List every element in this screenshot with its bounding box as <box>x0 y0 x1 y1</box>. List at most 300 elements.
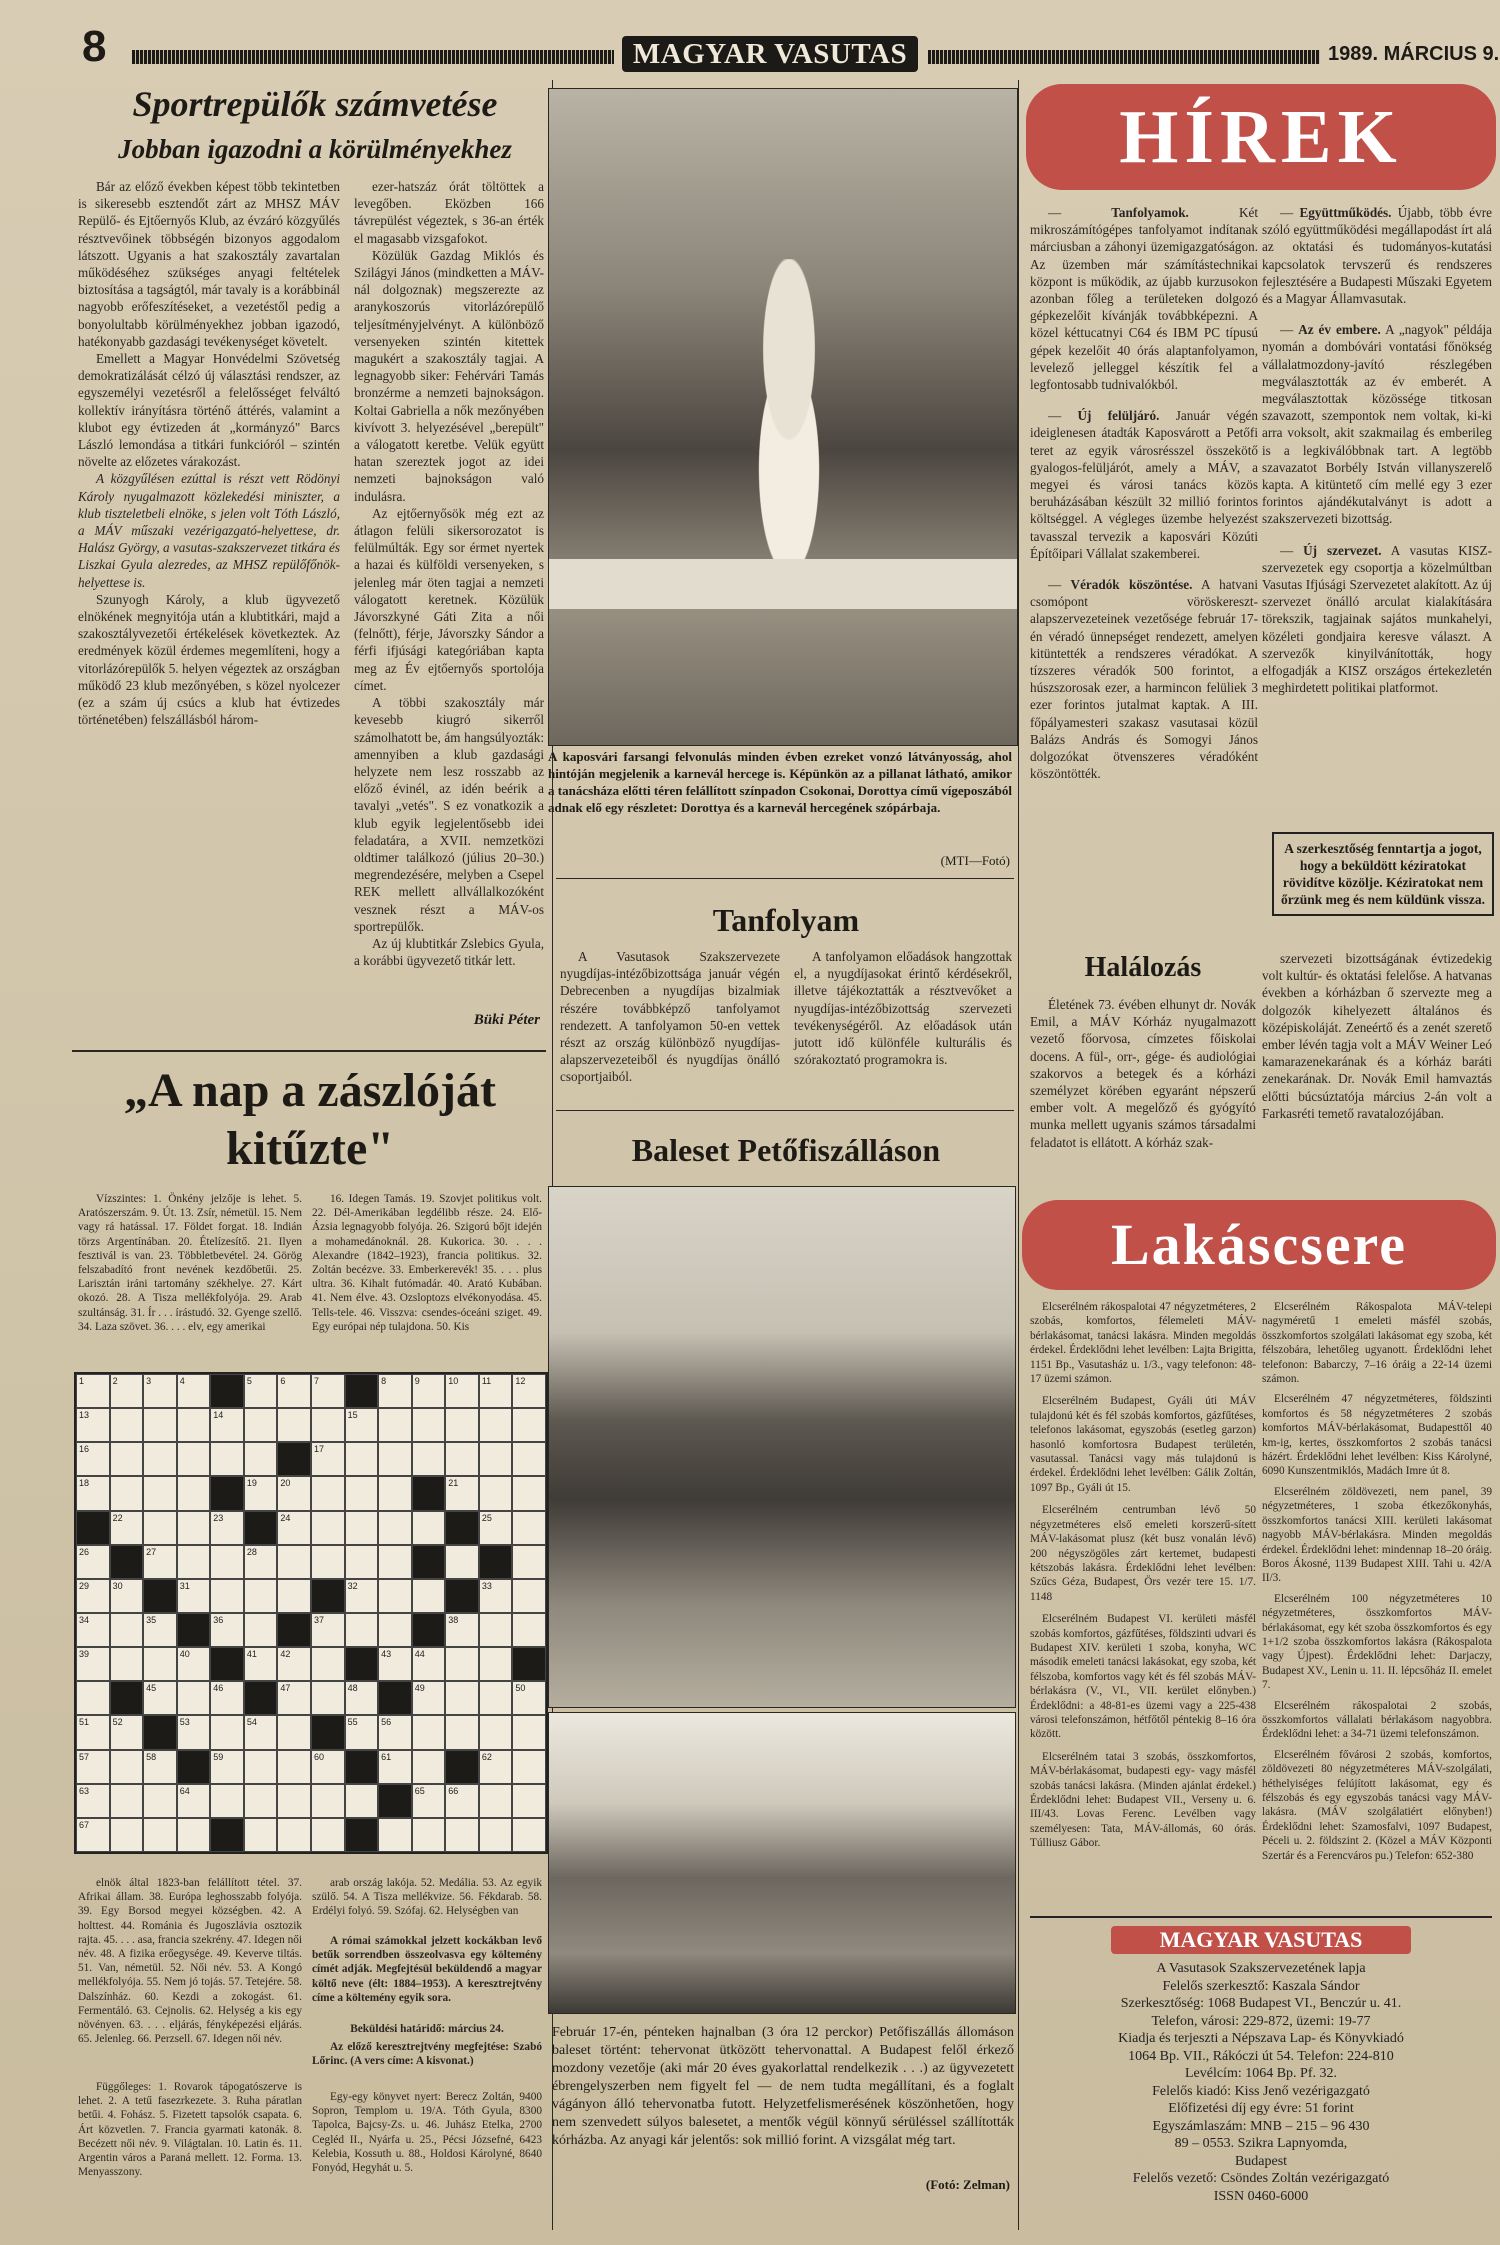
crossword-cell[interactable] <box>244 1784 278 1818</box>
crossword-black-cell <box>378 1681 412 1715</box>
crossword-black-cell <box>244 1681 278 1715</box>
crossword-cell[interactable] <box>143 1476 177 1510</box>
crossword-cell[interactable] <box>311 1476 345 1510</box>
crossword-cell-number: 25 <box>481 1512 492 1523</box>
crossword-cell[interactable] <box>378 1647 412 1681</box>
tanfolyam-paragraph: A Vasutasok Szakszervezete nyugdíjas-intézőbizottsága január végén Debrecenben a nyugdíjas bizalmiak részére továbbképző tanfolyamot rendezett. A tanfolyamon 50-en vettek részt az ország különböző nyugdíjas-alapszervezeteiből és nyugdíjas önálló csoportjaiból. <box>560 949 780 1085</box>
crossword-cell[interactable] <box>479 1818 513 1852</box>
housing-ad: Elcserélném 47 négyzetméteres, földszinti komfortos és 58 négyzetméteres 2 szobás komfortos MÁV-bérlakásomat, Budapesttől 40 km-ig, kertes, összkomfortos 2 szobás tanácsi házért. Érdeklődni lehet levélben: Kiss Károlyné, 6090 Kunszentmiklós, Madách Imre út 8. <box>1262 1393 1492 1478</box>
crossword-cell[interactable] <box>177 1545 211 1579</box>
crossword-cell[interactable] <box>311 1511 345 1545</box>
housing-ad: Elcserélném centrumban lévő 50 négyzetméteres első emeleti korszerű-sített MÁV-lakásomat plusz (két busz vonalán lévő) 200 négyszögöles zárt kertemet, budapesti kétszobás lakásra. Érdeklődni lehet levélben: Szűcs Géza, Budapest, Örs vezér tere 15. 1/7. 1148 <box>1030 1504 1256 1603</box>
crossword-cell[interactable] <box>479 1681 513 1715</box>
crossword-cell[interactable] <box>143 1545 177 1579</box>
crossword-cell[interactable] <box>445 1613 479 1647</box>
impressum-line: 1064 Bp. VII., Rákóczi út 54. Telefon: 224-810 <box>1128 2048 1394 2064</box>
crossword-cell[interactable] <box>412 1408 446 1442</box>
sport-paragraph: A közgyűlésen ezúttal is részt vett Rödönyi Károly nyugalmazott közlekedési miniszter, a klub tiszteletbeli elnöke, s jelen volt Tóth László, a MÁV műszaki vezérigazgató-helyettese, dr. Halász György, a vasutas-szakszervezet titkára és Liszkai Gyula alezredes, az MHSZ repülőfőnök-helyettese is. <box>78 471 340 590</box>
crossword-cell[interactable] <box>177 1681 211 1715</box>
masthead-title <box>622 36 918 72</box>
crossword-cell-number: 27 <box>146 1546 157 1557</box>
crossword-cell[interactable] <box>277 1579 311 1613</box>
crossword-cell[interactable] <box>479 1408 513 1442</box>
crossword-cell[interactable] <box>311 1681 345 1715</box>
crossword-cell-number: 12 <box>515 1376 526 1386</box>
crossword-cell[interactable] <box>311 1613 345 1647</box>
crossword-cell[interactable] <box>244 1715 278 1749</box>
news-item-title: Véradók köszöntése. <box>1070 577 1193 593</box>
crossword-cell[interactable] <box>479 1511 513 1545</box>
crossword-cell[interactable] <box>445 1545 479 1579</box>
crossword-cell[interactable] <box>110 1442 144 1476</box>
crossword-cell-number: 59 <box>213 1751 224 1762</box>
crossword-cell-number: 36 <box>213 1614 224 1625</box>
crossword-cell[interactable] <box>412 1750 446 1784</box>
crossword-cell[interactable] <box>110 1408 144 1442</box>
crossword-cell[interactable] <box>345 1784 379 1818</box>
crossword-cell[interactable] <box>311 1818 345 1852</box>
crossword-black-cell <box>244 1511 278 1545</box>
impressum-line: Telefon, városi: 229-872, üzemi: 19-77 <box>1151 2013 1371 2029</box>
crossword-cell-number: 48 <box>347 1683 358 1694</box>
crossword-cell[interactable] <box>479 1647 513 1681</box>
crossword-cell[interactable] <box>277 1647 311 1681</box>
news-item-text: A „nagyok" példája nyomán a dombóvári vontatási főnökség vállalatmozdony-javító részlegében megválasztották az év emberét. A megválasztottak közössége titkosan szavazott, szempontok nem voltak, ki-ki arra voksolt, akit szakmailag és emberileg is a legkiválóbbnak tart. A legtöbb szavazatot Borbély István villanyszerelő kapta. A kitüntető cím mellé egy 3 ezer forintos ajándékutalványt is adott a szakszervezeti bizottság. <box>1262 322 1492 527</box>
divider <box>72 1050 546 1052</box>
crossword-cell[interactable] <box>512 1511 546 1545</box>
crossword-black-cell <box>177 1613 211 1647</box>
clue-text: Vízszintes: 1. Önkény jelzője is lehet. 5. Aratószerszám. 9. Út. 13. Zsír, németül. 15. Nem vagy rá hatással. 17. Földet forgat. 18. Indián törzs Argentínában. 20. Ételízesítő. 21. Ilyen fesztivál is van. 23. Többletbevétel. 24. Görög felszabadító front nevének kezdőbetűi. 25. Larisztán iráni tartomány székhelye. 27. Kárt okozó. 28. A Tisza mellékfolyója. 29. Arab szultánság. 31. Ír . . . írástudó. 32. Gyenge szellő. 34. Laza szövet. 36. . . . elv, egy amerikai <box>78 1193 302 1333</box>
crossword-cell[interactable] <box>412 1579 446 1613</box>
crossword-cell[interactable] <box>345 1476 379 1510</box>
crossword-cell[interactable] <box>445 1442 479 1476</box>
crossword-cell[interactable] <box>76 1647 110 1681</box>
crossword-cell-number: 44 <box>414 1649 425 1660</box>
issue-date: 1989. MÁRCIUS 9. <box>1328 43 1500 65</box>
crossword-cell[interactable] <box>110 1750 144 1784</box>
crossword-cell[interactable] <box>210 1511 244 1545</box>
crossword-cell[interactable] <box>445 1715 479 1749</box>
baleset-caption: Február 17-én, pénteken hajnalban (3 óra 12 perckor) Petőfiszállás állomáson baleset történt: tehervonat ütközött tehervonattal. A Budapest felől érkező mozdony vezetője (aki már 20 éves gyakorlattal rendelkezik . . .) az ügyvezetett ébrengelyszerben nem figyelt fel — de nem tudta megállítani, és a foglalt vágányon álló tehervonatba futott. Helyzetfelismerésének köszönhetően, hogy nem szenvedett súlyos balesetet, a mentők végül könnyű sérüléssel szállították kórházba. Az anyagi kár jelentős: sok millió forint. A vizsgálat még tart. <box>552 2025 1014 2148</box>
crossword-cell-number: 52 <box>112 1717 123 1728</box>
crossword-cell[interactable] <box>143 1511 177 1545</box>
crossword-winners <box>312 2090 542 2230</box>
crossword-cell[interactable] <box>378 1408 412 1442</box>
crossword-cell[interactable] <box>177 1374 211 1408</box>
crossword-cell[interactable] <box>143 1647 177 1681</box>
crossword-cell[interactable] <box>210 1784 244 1818</box>
crossword-black-cell <box>412 1545 446 1579</box>
crossword-cell[interactable] <box>76 1784 110 1818</box>
baleset-photo-credit: (Fotó: Zelman) <box>925 2177 1010 2192</box>
crossword-cell-number: 1 <box>79 1376 85 1386</box>
crossword-cell-number: 19 <box>246 1478 257 1489</box>
crossword-cell[interactable] <box>445 1647 479 1681</box>
crossword-previous-solution <box>312 2040 542 2068</box>
crossword-black-cell <box>378 1784 412 1818</box>
crossword-cell-number: 53 <box>179 1717 190 1728</box>
train-accident-photo-1 <box>548 1186 1016 1708</box>
crossword-cell-number: 21 <box>448 1478 459 1489</box>
crossword-grid[interactable] <box>74 1372 548 1854</box>
crossword-cell[interactable] <box>244 1579 278 1613</box>
crossword-cell[interactable] <box>345 1442 379 1476</box>
crossword-cell[interactable] <box>345 1579 379 1613</box>
impressum-line: Szerkesztőség: 1068 Budapest VI., Benczúr u. 41. <box>1120 1996 1402 2011</box>
crossword-cell-number: 67 <box>79 1819 90 1830</box>
hirek-column-1 <box>1030 204 1258 974</box>
news-item-title: Új szervezet. <box>1303 542 1382 558</box>
crossword-cell[interactable] <box>110 1511 144 1545</box>
crossword-cell[interactable] <box>412 1511 446 1545</box>
crossword-cell[interactable] <box>479 1579 513 1613</box>
crossword-cell[interactable] <box>110 1647 144 1681</box>
crossword-cell[interactable] <box>479 1715 513 1749</box>
crossword-cell[interactable] <box>479 1784 513 1818</box>
crossword-cell[interactable] <box>512 1784 546 1818</box>
crossword-cell-number: 34 <box>79 1614 90 1625</box>
crossword-cell[interactable] <box>110 1613 144 1647</box>
crossword-cell[interactable] <box>479 1374 513 1408</box>
crossword-cell-number: 45 <box>146 1683 157 1694</box>
crossword-cell[interactable] <box>177 1818 211 1852</box>
crossword-cell-number: 63 <box>79 1785 90 1796</box>
crossword-cell-number: 50 <box>515 1683 526 1694</box>
crossword-cell[interactable] <box>143 1681 177 1715</box>
crossword-cell[interactable] <box>244 1818 278 1852</box>
crossword-cell[interactable] <box>110 1818 144 1852</box>
crossword-cell-number: 20 <box>280 1478 291 1489</box>
housing-ad: Elcserélném 100 négyzetméteres 10 négyzetméteres, összkomfortos MÁV-bérlakásomat, egy két szoba összkomfortos és egy 1+1/2 szoba összkomfortos lakásra (Rákospalota vagy Újpest). Érdeklődni lehet: Darjaczy, Budapest XV., Lenin u. 11. II. lépcsőház II. emelet 7. <box>1262 1592 1492 1692</box>
impressum-line: Levélcím: 1064 Bp. Pf. 32. <box>1184 2066 1338 2081</box>
crossword-black-cell <box>445 1579 479 1613</box>
crossword-cell[interactable] <box>76 1476 110 1510</box>
impressum-line: ISSN 0460-6000 <box>1213 2188 1309 2204</box>
crossword-cell-number: 41 <box>246 1649 257 1660</box>
crossword-cell[interactable] <box>512 1408 546 1442</box>
crossword-cell[interactable] <box>76 1545 110 1579</box>
crossword-cell-number: 24 <box>280 1512 291 1523</box>
crossword-cell[interactable] <box>512 1715 546 1749</box>
crossword-cell[interactable] <box>210 1613 244 1647</box>
crossword-black-cell <box>210 1818 244 1852</box>
crossword-cell[interactable] <box>210 1715 244 1749</box>
baleset-headline: Baleset Petőfiszálláson <box>631 1132 941 1168</box>
crossword-cell[interactable] <box>378 1476 412 1510</box>
crossword-cell[interactable] <box>512 1545 546 1579</box>
divider <box>556 878 1014 879</box>
crossword-cell[interactable] <box>345 1681 379 1715</box>
news-item-title: Az év embere. <box>1298 322 1381 338</box>
crossword-cell-number: 29 <box>79 1580 90 1591</box>
crossword-cell[interactable] <box>345 1715 379 1749</box>
crossword-cell[interactable] <box>244 1476 278 1510</box>
masthead-rule-right <box>928 50 1320 64</box>
crossword-cell[interactable] <box>378 1613 412 1647</box>
crossword-cell[interactable] <box>210 1408 244 1442</box>
crossword-cell[interactable] <box>110 1476 144 1510</box>
crossword-cell[interactable] <box>512 1750 546 1784</box>
lakascsere-banner-text: Lakáscsere <box>1110 1212 1407 1277</box>
halalozas-column-1 <box>1030 996 1256 1192</box>
impressum-line: Felelős kiadó: Kiss Jenő vezérigazgató <box>1152 2083 1370 2099</box>
crossword-cell[interactable] <box>177 1511 211 1545</box>
crossword-cell[interactable] <box>512 1681 546 1715</box>
crossword-black-cell <box>311 1715 345 1749</box>
hirek-banner-text: HÍREK <box>1119 95 1403 179</box>
crossword-cell[interactable] <box>277 1750 311 1784</box>
crossword-cell[interactable] <box>177 1715 211 1749</box>
crossword-cell[interactable] <box>76 1750 110 1784</box>
crossword-cell[interactable] <box>311 1750 345 1784</box>
lakascsere-column-2 <box>1262 1300 1492 1912</box>
crossword-cell-number: 43 <box>381 1649 392 1660</box>
sport-paragraph: ezer-hatszáz órát töltöttek a levegőben. Eközben 166 távrepülést végeztek, s 36-an érték el magasabb vizsgafokot. <box>354 179 544 246</box>
crossword-black-cell <box>110 1681 144 1715</box>
crossword-cell[interactable] <box>512 1442 546 1476</box>
column-divider <box>1018 80 1019 2230</box>
crossword-cell-number: 31 <box>179 1580 190 1591</box>
news-item-text: A vasutas KISZ-szervezetek egy csoportja a közelmúltban Vasutas Ifjúsági Szervezetet alakított. Az új szervezet önálló arculat kialakítására törekszik, tagjainak sajátos munkahelyi, közéleti gondjaira keresve választ. A szervezők kinyilvánították, hogy elfogadják a KISZ országos értekezletén meghirdetett politikai platformot. <box>1262 542 1492 696</box>
crossword-cell[interactable] <box>244 1750 278 1784</box>
crossword-cell[interactable] <box>143 1408 177 1442</box>
news-item: — Új szervezet. A vasutas KISZ-szervezetek egy csoportja a közelmúltban Vasutas Ifjúsági Szervezetet alakított. Az új szervezet önálló arculat kialakítására törekszik, tagjainak sajátos munkahelyi, közéleti gondjaira keresve választ. A szervezők kinyilvánították, hogy elfogadják a KISZ országos értekezletén meghirdetett politikai platformot. <box>1262 542 1492 696</box>
crossword-cell[interactable] <box>311 1442 345 1476</box>
clue-text: elnök által 1823-ban felállított tétel. 37. Afrikai állam. 38. Európa leghosszabb folyója. 39. Egy Borsod megyei községben. 42. A holttest. 44. Románia és Jugoszlávia osztozik rajta. 45. . . . asa, francia szekrény. 47. Idegen női név. 48. A fizika erőegysége. 49. Keverve tiltás. 51. Van, németül. 52. Női név. 53. A Kongó mellékfolyója. 55. Nem jó tojás. 57. Tetejére. 58. Dalszínház. 60. Kezdi a zokogást. 61. Fermentáló. 63. Cejnolis. 62. Helység a kis egy növényen. 63. . . . eljárás, fényképezési eljárás. 65. Jelenleg. 66. Perzsell. 67. Idegen női név. <box>78 1877 302 2046</box>
crossword-cell[interactable] <box>177 1784 211 1818</box>
crossword-clues-bottom-left <box>78 1876 302 2096</box>
crossword-cell[interactable] <box>143 1374 177 1408</box>
crossword-cell-number: 10 <box>448 1376 459 1386</box>
crossword-cell[interactable] <box>244 1442 278 1476</box>
crossword-cell[interactable] <box>345 1511 379 1545</box>
crossword-cell[interactable] <box>378 1750 412 1784</box>
crossword-cell-number: 56 <box>381 1717 392 1728</box>
crossword-cell-number: 35 <box>146 1614 157 1625</box>
crossword-cell[interactable] <box>210 1681 244 1715</box>
crossword-cell[interactable] <box>76 1408 110 1442</box>
crossword-cell[interactable] <box>177 1476 211 1510</box>
crossword-cell[interactable] <box>445 1374 479 1408</box>
crossword-cell[interactable] <box>76 1442 110 1476</box>
crossword-cell[interactable] <box>210 1545 244 1579</box>
crossword-cell[interactable] <box>378 1715 412 1749</box>
crossword-black-cell <box>277 1613 311 1647</box>
crossword-cell[interactable] <box>210 1442 244 1476</box>
crossword-cell[interactable] <box>110 1715 144 1749</box>
crossword-cell[interactable] <box>479 1476 513 1510</box>
impressum-text <box>1030 1960 1492 2205</box>
crossword-cell[interactable] <box>512 1818 546 1852</box>
crossword-cell[interactable] <box>277 1545 311 1579</box>
crossword-cell[interactable] <box>311 1374 345 1408</box>
crossword-cell-number: 42 <box>280 1649 291 1660</box>
crossword-black-cell <box>445 1750 479 1784</box>
crossword-cell[interactable] <box>244 1545 278 1579</box>
halalozas-headline: Halálozás <box>1084 952 1202 983</box>
crossword-cell[interactable] <box>277 1408 311 1442</box>
crossword-cell[interactable] <box>76 1818 110 1852</box>
crossword-cell[interactable] <box>311 1784 345 1818</box>
divider <box>556 1110 1014 1111</box>
crossword-cell[interactable] <box>143 1613 177 1647</box>
crossword-cell[interactable] <box>479 1442 513 1476</box>
crossword-cell-number: 57 <box>79 1751 90 1762</box>
crossword-cell[interactable] <box>412 1818 446 1852</box>
crossword-cell[interactable] <box>210 1750 244 1784</box>
crossword-clues-top-right <box>312 1192 542 1352</box>
impressum-line: Előfizetési díj egy évre: 51 forint <box>1168 2101 1354 2116</box>
crossword-cell[interactable] <box>345 1613 379 1647</box>
winners-text: Egy-egy könyvet nyert: Berecz Zoltán, 9400 Sopron, Templom u. 19/A. Tóth Gyula, 8300 Tapolca, Bajcsy-Zs. u. 46. Juhász Etelka, 2700 Cegléd II., Nyárfa u. 25., Pécsi Józsefné, 6423 Kelebia, Kossuth u. 88., Holdosi Károlyné, 8640 Fonyód, Hegyhát u. 5. <box>312 2091 542 2175</box>
sport-paragraph: Bár az előző években képest több tekintetben is sikeresebb esztendőt zárt az MHSZ MÁV Repülő- és Ejtőernyős Klub, az évzáró közgyűlés résztvevőinek többségén bizonyos aggodalom látszott. Ugyanis a hat szakosztály zavartalan működéséhez szükséges anyagi feltételek biztosítása a tagságtól, már tavaly is a korábbinál nagyobb erőfeszítéseket, a vezetéstől pedig a bonyolultabb körülményekhez jobban igazodó, hatékonyabb gazdasági tevékenységet követelt. <box>78 179 340 349</box>
clue-text: arab ország lakója. 52. Medália. 53. Az egyik szülő. 54. A Tisza mellékvize. 56. Fékdarab. 58. Erdélyi folyó. 59. Szófaj. 62. Helységben van <box>312 1877 542 1918</box>
crossword-cell-number: 40 <box>179 1649 190 1660</box>
crossword-cell[interactable] <box>479 1750 513 1784</box>
impressum-line: Felelős vezető: Csöndes Zoltán vezérigazgató <box>1132 2171 1390 2186</box>
crossword-cell-number: 5 <box>246 1376 252 1386</box>
crossword-cell[interactable] <box>445 1784 479 1818</box>
impressum-logo-text: MAGYAR VASUTAS <box>1159 1927 1363 1952</box>
crossword-cell[interactable] <box>277 1681 311 1715</box>
crossword-cell-number: 4 <box>179 1376 185 1386</box>
crossword-cell[interactable] <box>277 1818 311 1852</box>
crossword-cell[interactable] <box>277 1784 311 1818</box>
news-item-text: Január végén ideiglenesen átadták Kaposvárott a Petőfi teret az egyik városrésszel összekötő gyalogos-felüljárót, amely a MÁV, a megyei és városi tanács közös beruházásában készült 32 millió forintos költséggel. A végleges üzembe helyezést tavasszal tervezik a kaposvári Közúti Építőipari Vállalat szakemberei. <box>1030 408 1258 561</box>
crossword-cell[interactable] <box>412 1715 446 1749</box>
crossword-cell[interactable] <box>412 1647 446 1681</box>
crossword-cell[interactable] <box>378 1511 412 1545</box>
sport-column-1 <box>78 178 340 1040</box>
crossword-cell[interactable] <box>345 1408 379 1442</box>
train-accident-photo-2 <box>548 1712 1016 2014</box>
crossword-black-cell <box>345 1750 379 1784</box>
crossword-cell[interactable] <box>76 1681 110 1715</box>
crossword-cell-number: 28 <box>246 1546 257 1557</box>
crossword-cell[interactable] <box>143 1442 177 1476</box>
news-item: — Az év embere. A „nagyok" példája nyomán a dombóvári vontatási főnökség vállalatmozdony-javító részlegében megválasztották az év emberét. A megválasztottak közössége titkosan szavazott, szempontok nem voltak, ki-ki arra voksolt, akit szakmailag és emberileg is a legkiválóbbnak tart. A legtöbb szavazatot Borbély István villanyszerelő kapta. A kitüntető cím mellé egy 3 ezer forintos ajándékutalványt is adott a szakszervezeti bizottság. <box>1262 322 1492 527</box>
crossword-cell[interactable] <box>512 1613 546 1647</box>
housing-ad: Elcserélném rákospalotai 2 szobás, összkomfortos vállalati bérlakásom nagyobbra. Érdeklődni lehet: a 34-71 üzemi telefonszámon. <box>1262 1699 1492 1741</box>
crossword-cell[interactable] <box>445 1681 479 1715</box>
crossword-cell[interactable] <box>143 1818 177 1852</box>
crossword-cell[interactable] <box>445 1408 479 1442</box>
crossword-cell[interactable] <box>177 1408 211 1442</box>
crossword-cell[interactable] <box>210 1579 244 1613</box>
crossword-cell[interactable] <box>177 1442 211 1476</box>
crossword-cell[interactable] <box>143 1750 177 1784</box>
crossword-cell[interactable] <box>244 1613 278 1647</box>
housing-ad: Elcserélném tatai 3 szobás, összkomfortos, MÁV-bérlakásomat, budapesti egy- vagy másfél szobás tanácsi lakásra. (Minden ajánlat érdekel.) Érdeklődni lehet: Budapest VII., Verseny u. 6. III/43. Lovas Ferenc. Levélben vagy személyesen: Tata, MÁV-állomás, 60 órás. Túlliusz Gábor. <box>1030 1750 1256 1850</box>
crossword-headline: „A nap a zászlóját kitűzte" <box>124 1064 496 1175</box>
crossword-cell[interactable] <box>378 1374 412 1408</box>
impressum-line: A Vasutasok Szakszervezetének lapja <box>1156 1961 1366 1976</box>
editorial-notice: A szerkesztőség fenntartja a jogot, hogy a beküldött kéziratokat rövidítve közölje. Kéziratokat nem őrzünk meg és nem küldünk vissza. <box>1272 832 1494 916</box>
crossword-black-cell <box>345 1818 379 1852</box>
crossword-cell[interactable] <box>143 1784 177 1818</box>
crossword-cell[interactable] <box>345 1545 379 1579</box>
page-number: 8 <box>82 22 107 71</box>
crossword-cell[interactable] <box>412 1374 446 1408</box>
crossword-cell[interactable] <box>378 1442 412 1476</box>
crossword-cell[interactable] <box>177 1579 211 1613</box>
crossword-cell[interactable] <box>244 1374 278 1408</box>
crossword-cell[interactable] <box>76 1613 110 1647</box>
sport-paragraph: Emellett a Magyar Honvédelmi Szövetség demokratizálását célzó új választási rendszer, az egyszemélyi vezetésről a felelősséget felváltó kollektív irányításra történő áttérés, valamint a klubot egy évtizeden át „kormányzó" Barcs László lemondása a titkári funkcióról – szintén növelte az előzetes várakozást. <box>78 351 340 470</box>
crossword-cell[interactable] <box>512 1476 546 1510</box>
impressum-line: 89 – 0553. Szikra Lapnyomda, <box>1174 2136 1348 2151</box>
crossword-cell[interactable] <box>378 1579 412 1613</box>
crossword-cell[interactable] <box>479 1613 513 1647</box>
crossword-cell-number: 64 <box>179 1785 190 1796</box>
crossword-cell-number: 30 <box>112 1580 123 1591</box>
crossword-cell[interactable] <box>76 1715 110 1749</box>
crossword-cell-number: 15 <box>347 1410 358 1421</box>
crossword-cell[interactable] <box>311 1647 345 1681</box>
crossword-clues-bottom-left-2 <box>78 2080 302 2230</box>
crossword-cell-number: 51 <box>79 1717 90 1728</box>
crossword-black-cell <box>345 1647 379 1681</box>
crossword-cell[interactable] <box>277 1476 311 1510</box>
crossword-cell[interactable] <box>378 1818 412 1852</box>
crossword-cell[interactable] <box>378 1545 412 1579</box>
impressum-logo <box>1111 1926 1411 1954</box>
news-item: — Tanfolyamok. Két mikroszámítógépes tanfolyamot indítanak márciusban a záhonyi üzemigazgatóságon. Az üzemben már számítástechnikai központ is működik, az újabb kurzusokon azonban főleg a területeken dolgozó gépkezelőit kívánják továbbképezni. A közel kéttucatnyi C64 és IBM PC típusú gépek kezelőit 40 órás alaptanfolyamon, levelező jelleggel készítik fel a legfontosabb tudnivalókból. <box>1030 205 1258 393</box>
hirek-column-2 <box>1262 204 1492 824</box>
crossword-cell[interactable] <box>445 1476 479 1510</box>
news-item-text: Újabb, több évre szóló együttműködési megállapodást írt alá az oktatási és tudományos-kutatási kapcsolatok tervszerű és rendszeres fejlesztésére a Budapesti Műszaki Egyetem és a Magyar Államvasutak. <box>1262 205 1492 307</box>
crossword-cell[interactable] <box>412 1442 446 1476</box>
crossword-cell[interactable] <box>277 1715 311 1749</box>
crossword-cell[interactable] <box>244 1408 278 1442</box>
crossword-cell[interactable] <box>177 1647 211 1681</box>
crossword-cell-number: 62 <box>481 1751 492 1762</box>
masthead-title-text: MAGYAR VASUTAS <box>632 38 908 70</box>
crossword-cell[interactable] <box>76 1374 110 1408</box>
crossword-cell[interactable] <box>512 1579 546 1613</box>
crossword-cell-number: 8 <box>381 1376 387 1386</box>
housing-ad: Elcserélném rákospalotai 47 négyzetméteres, 2 szobás, komfortos, félemeleti MÁV-bérlakásomat, tanácsi lakásra. Minden megoldás érdekel. Érdeklődni lehet levélben: Lajta Brigitta, 1151 Bp., Vasutasház u. 1/3., vagy telefonon: 48-17 üzemi számon. <box>1030 1301 1256 1386</box>
tanfolyam-headline: Tanfolyam <box>712 902 860 938</box>
impressum-line: Felelős szerkesztő: Kaszala Sándor <box>1162 1978 1360 1994</box>
impressum-line: Egyszámlaszám: MNB – 215 – 96 430 <box>1152 2118 1370 2134</box>
crossword-cell[interactable] <box>412 1784 446 1818</box>
crossword-cell[interactable] <box>76 1579 110 1613</box>
crossword-cell[interactable] <box>512 1374 546 1408</box>
crossword-cell[interactable] <box>277 1374 311 1408</box>
crossword-cell[interactable] <box>445 1818 479 1852</box>
crossword-cell-number: 37 <box>314 1614 325 1625</box>
crossword-cell[interactable] <box>110 1579 144 1613</box>
crossword-black-cell <box>345 1374 379 1408</box>
obituary-paragraph: szervezeti bizottságának évtizedekig volt kultúr- és oktatási felelőse. A hatvanas években a kórházban ő szervezte meg a dolgozók kihelyezett általános és középiskoláját. Zeneértő és a zenét szerető ember lévén tagja volt a MÁV Weiner Leó kamarazenekarának és a kórház baráti zenekarának. Dr. Novák Emil hamvaztás előtti búcsúztatója március 2-án volt a Farkasréti temető ravatalozójában. <box>1262 951 1492 1121</box>
crossword-black-cell <box>311 1579 345 1613</box>
crossword-cell[interactable] <box>311 1545 345 1579</box>
crossword-cell-number: 49 <box>414 1683 425 1694</box>
crossword-cell[interactable] <box>277 1511 311 1545</box>
sport-paragraph: Az új klubtitkár Zslebics Gyula, a korábbi ügyvezető titkár lett. <box>354 935 544 969</box>
crossword-cell[interactable] <box>311 1408 345 1442</box>
crossword-cell[interactable] <box>412 1681 446 1715</box>
crossword-cell[interactable] <box>110 1374 144 1408</box>
crossword-cell[interactable] <box>110 1784 144 1818</box>
crossword-cell[interactable] <box>244 1647 278 1681</box>
crossword-cell-number: 11 <box>481 1376 492 1386</box>
crossword-cell-number: 23 <box>213 1512 224 1523</box>
carnival-caption: A kaposvári farsangi felvonulás minden évben ezreket vonzó látványosság, ahol hintóján megjelenik a karnevál hercege is. Képünkön az a pillanat látható, amikor a tanácsháza előtti téren felállított színpadon Csokonai, Dorottya című vígeposzából adnak elő egy részletet: Dorottya és a karnevál hercegének szópárbaja. <box>548 749 1012 815</box>
news-item: — Új felüljáró. Január végén ideiglenesen átadták Kaposvárott a Petőfi teret az egyik városrésszel összekötő gyalogos-felüljárót, amely a MÁV, a megyei és városi tanács közös beruházásában készült 32 millió forintos költséggel. A végleges üzembe helyezést tavasszal tervezik a kaposvári Közúti Építőipari Vállalat szakemberei. <box>1030 408 1258 561</box>
lakascsere-banner <box>1022 1200 1496 1290</box>
